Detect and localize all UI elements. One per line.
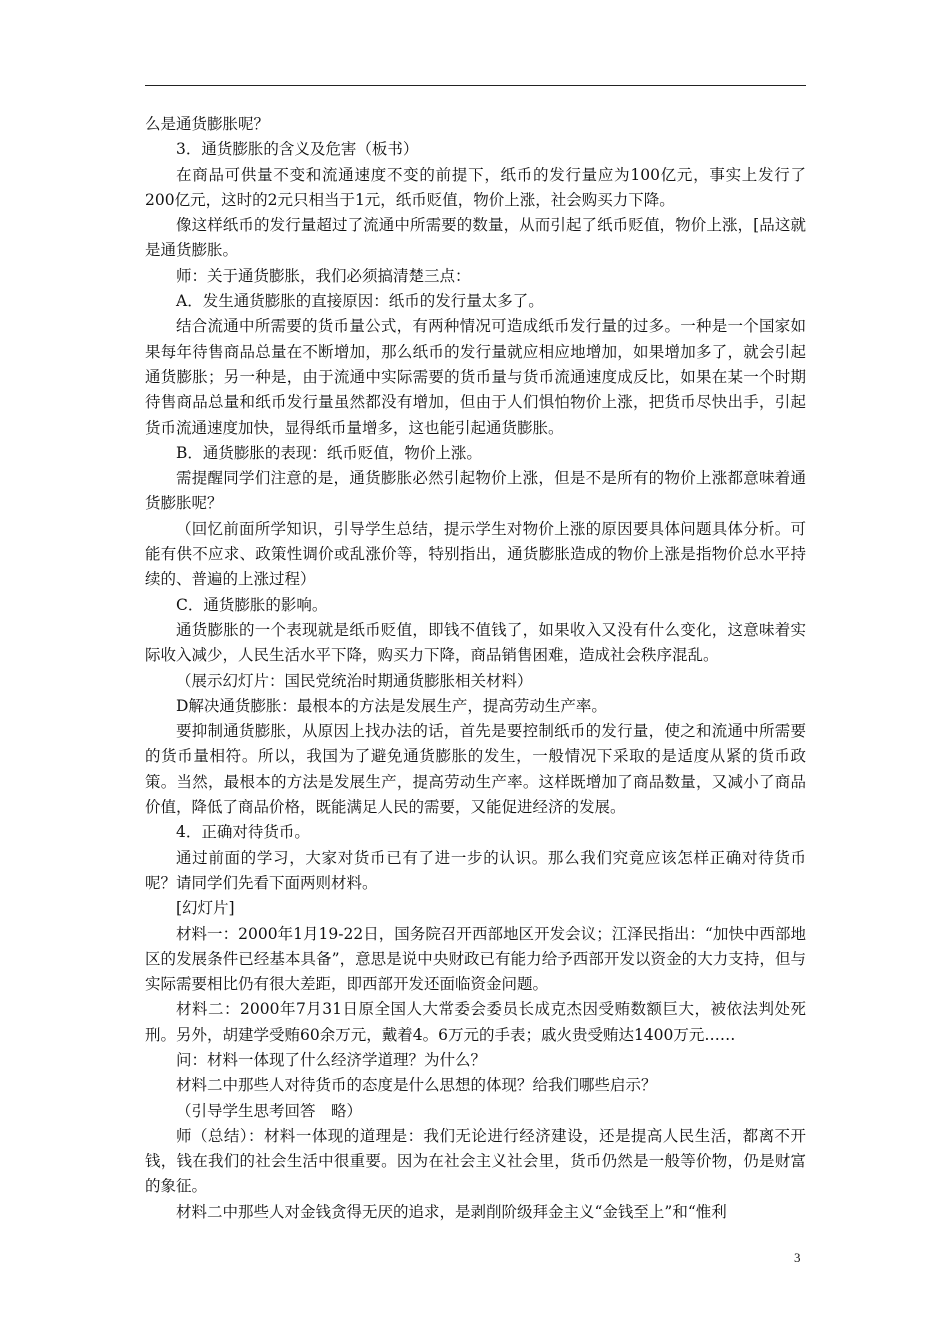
paragraph: 通货膨胀的一个表现就是纸币贬值，即钱不值钱了，如果收入又没有什么变化，这意味着实际收入减少，人民生活水平下降，购买力下降，商品销售困难，造成社会秩序混乱。 xyxy=(145,620,806,665)
paragraph: 要抑制通货膨胀，从原因上找办法的话，首先是要控制纸币的发行量，使之和流通中所需要的货币量相符。所以，我国为了避免通货膨胀的发生，一般情况下采取的是适度从紧的货币政策。当然，最根本的方法是发展生产，提高劳动生产率。这样既增加了商品数量，又减小了商品价值，降低了商品价格，既能满足人民的需要，又能促进经济的发展。 xyxy=(145,722,806,817)
paragraph: 像这样纸币的发行量超过了流通中所需要的数量，从而引起了纸币贬值，物价上涨，[品这就是通货膨胀。 xyxy=(145,216,806,260)
paragraph: 需提醒同学们注意的是，通货膨胀必然引起物价上涨，但是不是所有的物价上涨都意味着通货膨胀呢？ xyxy=(145,469,806,513)
paragraph: 通过前面的学习，大家对货币已有了进一步的认识。那么我们究竟应该怎样正确对待货币呢？请同学们先看下面两则材料。 xyxy=(145,848,806,892)
paragraph: [幻灯片] xyxy=(176,899,235,918)
paragraph: 材料二中那些人对待货币的态度是什么思想的体现？给我们哪些启示？ xyxy=(176,1076,657,1095)
paragraph: （回忆前面所学知识，引导学生总结，提示学生对物价上涨的原因要具体问题具体分析。可能有供不应求、政策性调价或乱涨价等，特别指出，通货膨胀造成的物价上涨是指物价总水平持续的、普遍的上涨过程） xyxy=(145,519,806,589)
page-number: 3 xyxy=(794,1250,801,1265)
paragraph: D解决通货膨胀：最根本的方法是发展生产，提高劳动生产率。 xyxy=(176,696,607,715)
paragraph: 结合流通中所需要的货币量公式，有两种情况可造成纸币发行量的过多。一种是一个国家如果每年待售商品总量在不断增加，那么纸币的发行量就应相应地增加，如果增加多了，就会引起通货膨胀；另一种是，由于流通中实际需要的货币量与货币流通速度成反比，如果在某一个时期待售商品总量和纸币发行量虽然都没有增加，但由于人们惧怕物价上涨，把货币尽快出手，引起货币流通速度加快，显得纸币量增多，这也能引起通货膨胀。 xyxy=(145,317,806,437)
paragraph: B．通货膨胀的表现：纸币贬值，物价上涨。 xyxy=(176,443,482,462)
document-body xyxy=(145,112,806,1225)
paragraph: 3．通货膨胀的含义及危害（板书） xyxy=(176,140,419,159)
paragraph: 材料二：2000年7月31日原全国人大常委会委员长成克杰因受贿数额巨大，被依法判处死刑。另外，胡建学受贿60余万元，戴着4。6万元的手表；戚火贵受贿达1400万元…… xyxy=(145,1000,806,1044)
paragraph: 材料一：2000年1月19-22日，国务院召开西部地区开发会议；江泽民指出：“加快中西部地区的发展条件已经基本具备”，意思是说中央财政已有能力给予西部开发以资金的大力支持，但与实际需要相比仍有很大差距，即西部开发还面临资金问题。 xyxy=(145,924,806,994)
paragraph: （引导学生思考回答 略） xyxy=(176,1101,363,1120)
paragraph: 么是通货膨胀呢？ xyxy=(145,115,270,133)
paragraph: 在商品可供量不变和流通速度不变的前提下，纸币的发行量应为100亿元，事实上发行了200亿元，这时的2元只相当于1元，纸币贬值，物价上涨，社会购买力下降。 xyxy=(145,165,806,209)
header-rule xyxy=(145,85,806,86)
paragraph: 材料二中那些人对金钱贪得无厌的追求，是剥削阶级拜金主义“金钱至上”和“惟利 xyxy=(176,1202,727,1221)
paragraph: （展示幻灯片：国民党统治时期通货膨胀相关材料） xyxy=(176,671,533,690)
paragraph: 师：关于通货膨胀，我们必须搞清楚三点： xyxy=(176,266,471,285)
paragraph: 4．正确对待货币。 xyxy=(176,823,310,842)
paragraph: C．通货膨胀的影响。 xyxy=(176,595,328,614)
paragraph: 师（总结）：材料一体现的道理是：我们无论进行经济建设，还是提高人民生活，都离不开钱，钱在我们的社会生活中很重要。因为在社会主义社会里，货币仍然是一般等价物，仍是财富的象征。 xyxy=(145,1126,806,1196)
paragraph: A．发生通货膨胀的直接原因：纸币的发行量太多了。 xyxy=(176,292,544,311)
paragraph: 问：材料一体现了什么经济学道理？为什么？ xyxy=(176,1050,487,1069)
